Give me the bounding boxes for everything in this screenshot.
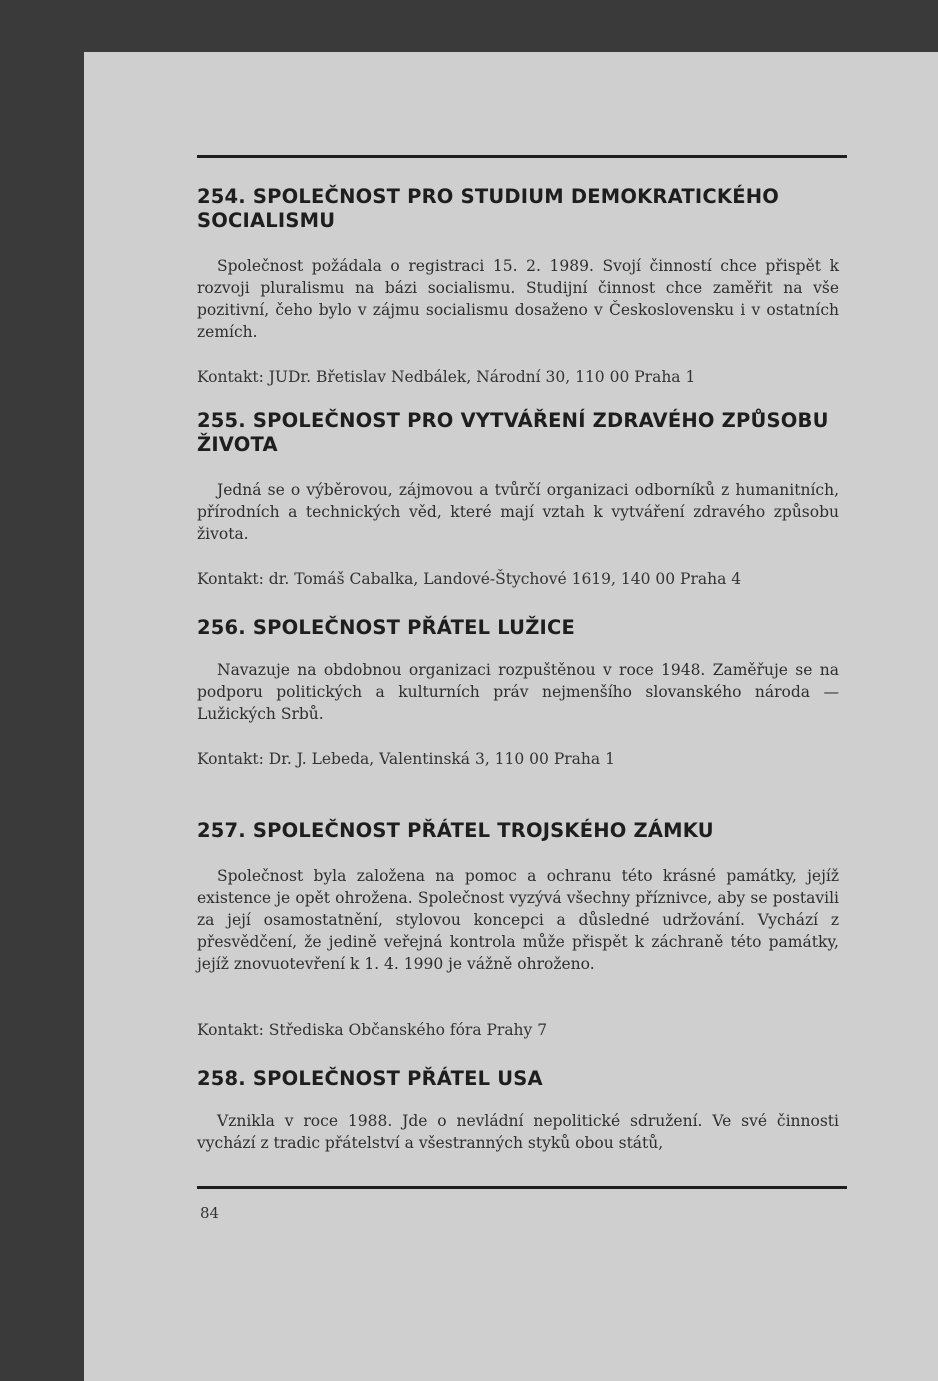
- bottom-rule: [197, 1186, 847, 1189]
- entry-256-text: Navazuje na obdobnou organizaci rozpuštěnou v roce 1948. Zaměřuje se na podporu politických a kulturních práv nejmenšího slovanského národa — Lužických Srbů.: [197, 661, 839, 723]
- entry-258-text: Vznikla v roce 1988. Jde o nevládní nepolitické sdružení. Ve své činnosti vychází z tradic přátelství a všestranných styků obou států,: [197, 1112, 839, 1152]
- entry-257-text: Společnost byla založena na pomoc a ochranu této krásné památky, jejíž existence je opět ohrožena. Společnost vyzývá všechny příznivce, aby se postavili za její osamostatnění, stylovou koncepci a důsledné udržování. Vychází z přesvědčení, že jedině veřejná kontrola může přispět k záchraně této památky, jejíž znovuotevření k 1. 4. 1990 je vážně ohroženo.: [197, 867, 839, 973]
- entry-256-contact: Kontakt: Dr. J. Lebeda, Valentinská 3, 110 00 Praha 1: [197, 750, 615, 768]
- entry-254-heading: 254. SPOLEČNOST PRO STUDIUM DEMOKRATICKÉHO SOCIALISMU: [197, 185, 780, 232]
- entry-258-heading: 258. SPOLEČNOST PŘÁTEL USA: [197, 1067, 543, 1090]
- entry-257-contact: Kontakt: Střediska Občanského fóra Prahy 7: [197, 1021, 548, 1039]
- top-rule: [197, 155, 847, 158]
- book-page: [84, 52, 938, 1381]
- entry-257-heading: 257. SPOLEČNOST PŘÁTEL TROJSKÉHO ZÁMKU: [197, 819, 714, 842]
- entry-255-heading: 255. SPOLEČNOST PRO VYTVÁŘENÍ ZDRAVÉHO ZPŮSOBU ŽIVOTA: [197, 409, 829, 456]
- entry-256-heading: 256. SPOLEČNOST PŘÁTEL LUŽICE: [197, 616, 576, 639]
- entry-255-text: Jedná se o výběrovou, zájmovou a tvůrčí organizaci odborníků z humanitních, přírodních a technických věd, které mají vztah k vytváření zdravého způsobu života.: [197, 481, 839, 543]
- entry-255-contact: Kontakt: dr. Tomáš Cabalka, Landové-Štychové 1619, 140 00 Praha 4: [197, 570, 742, 588]
- entry-254-contact: Kontakt: JUDr. Břetislav Nedbálek, Národní 30, 110 00 Praha 1: [197, 368, 696, 386]
- page-number: 84: [200, 1204, 220, 1222]
- entry-254-text: Společnost požádala o registraci 15. 2. 1989. Svojí činností chce přispět k rozvoji pluralismu na bázi socialismu. Studijní činnost chce zaměřit na vše pozitivní, čeho bylo v zájmu socialismu dosaženo v Československu i v ostatních zemích.: [197, 257, 839, 341]
